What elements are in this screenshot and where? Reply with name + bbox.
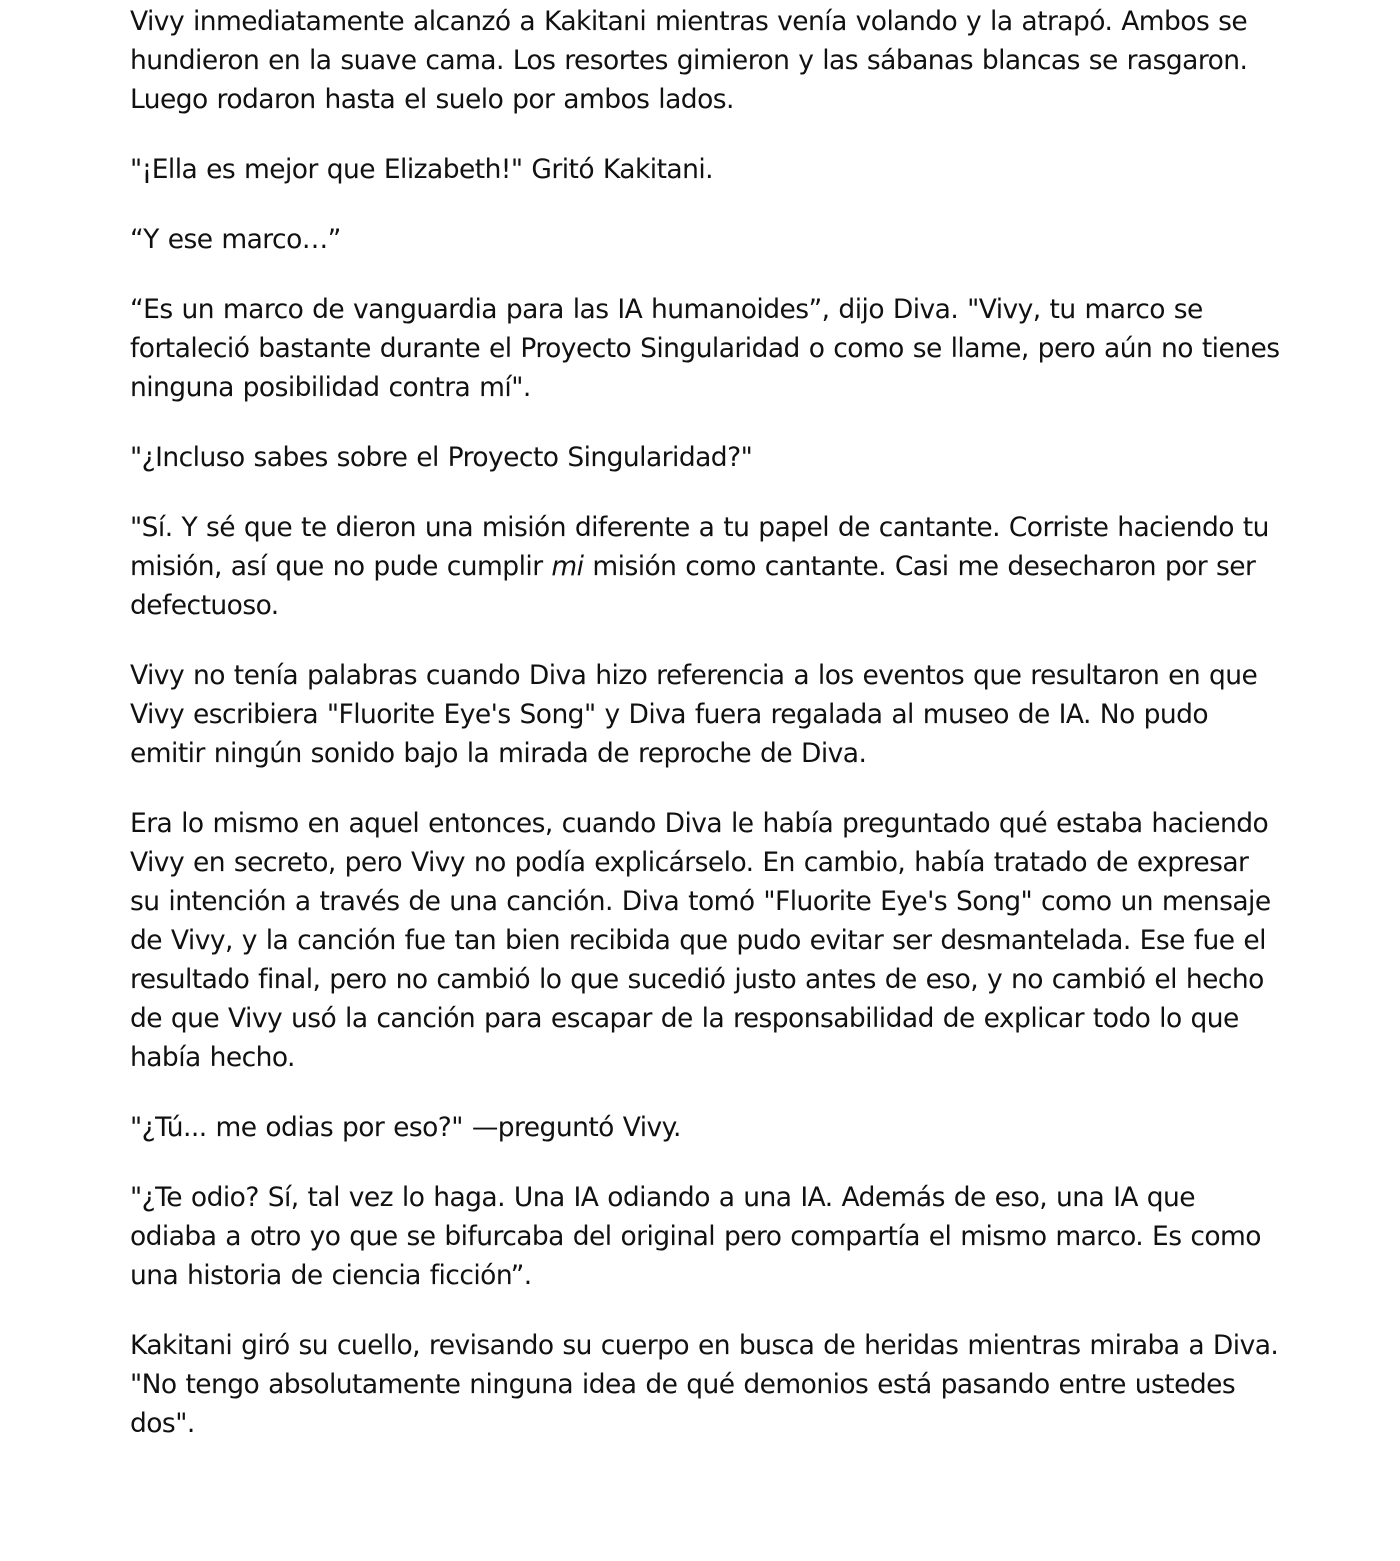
paragraph-6-part-2: misión como cantante. Casi me desecharon por ser defectuoso. <box>130 551 1256 621</box>
paragraph-6-italic: mi <box>551 551 584 582</box>
paragraph-6 <box>130 508 1280 625</box>
paragraph-9: "¿Tú... me odias por eso?" —preguntó Vivy. <box>130 1112 681 1143</box>
paragraph-6-part-1: "Sí. Y sé que te dieron una misión diferente a tu papel de cantante. Corriste haciendo tu misión, así que no pude cumplir <box>130 512 1269 582</box>
body-text <box>130 2 1280 1443</box>
paragraph-10: "¿Te odio? Sí, tal vez lo haga. Una IA odiando a una IA. Además de eso, una IA que odiaba a otro yo que se bifurcaba del original pero compartía el mismo marco. Es como una historia de ciencia ficción”. <box>130 1182 1261 1291</box>
paragraph-3: “Y ese marco…” <box>130 224 341 255</box>
paragraph-7: Vivy no tenía palabras cuando Diva hizo referencia a los eventos que resultaron en que Vivy escribiera "Fluorite Eye's Song" y Diva fuera regalada al museo de IA. No pudo emitir ningún sonido bajo la mirada de reproche de Diva. <box>130 660 1258 769</box>
paragraph-8: Era lo mismo en aquel entonces, cuando Diva le había preguntado qué estaba haciendo Vivy en secreto, pero Vivy no podía explicárselo. En cambio, había tratado de expresar su intención a través de una canción. Diva tomó "Fluorite Eye's Song" como un mensaje de Vivy, y la canción fue tan bien recibida que pudo evitar ser desmantelada. Ese fue el resultado final, pero no cambió lo que sucedió justo antes de eso, y no cambió el hecho de que Vivy usó la canción para escapar de la responsabilidad de explicar todo lo que había hecho. <box>130 808 1271 1073</box>
paragraph-5: "¿Incluso sabes sobre el Proyecto Singularidad?" <box>130 442 753 473</box>
paragraph-2: "¡Ella es mejor que Elizabeth!" Gritó Kakitani. <box>130 154 714 185</box>
paragraph-11: Kakitani giró su cuello, revisando su cuerpo en busca de heridas mientras miraba a Diva. "No tengo absolutamente ninguna idea de qué demonios está pasando entre ustedes dos". <box>130 1330 1279 1439</box>
paragraph-4: “Es un marco de vanguardia para las IA humanoides”, dijo Diva. "Vivy, tu marco se fortaleció bastante durante el Proyecto Singularidad o como se llame, pero aún no tienes ninguna posibilidad contra mí". <box>130 294 1280 403</box>
paragraph-1: Vivy inmediatamente alcanzó a Kakitani mientras venía volando y la atrapó. Ambos se hundieron en la suave cama. Los resortes gimieron y las sábanas blancas se rasgaron. Luego rodaron hasta el suelo por ambos lados. <box>130 6 1248 115</box>
